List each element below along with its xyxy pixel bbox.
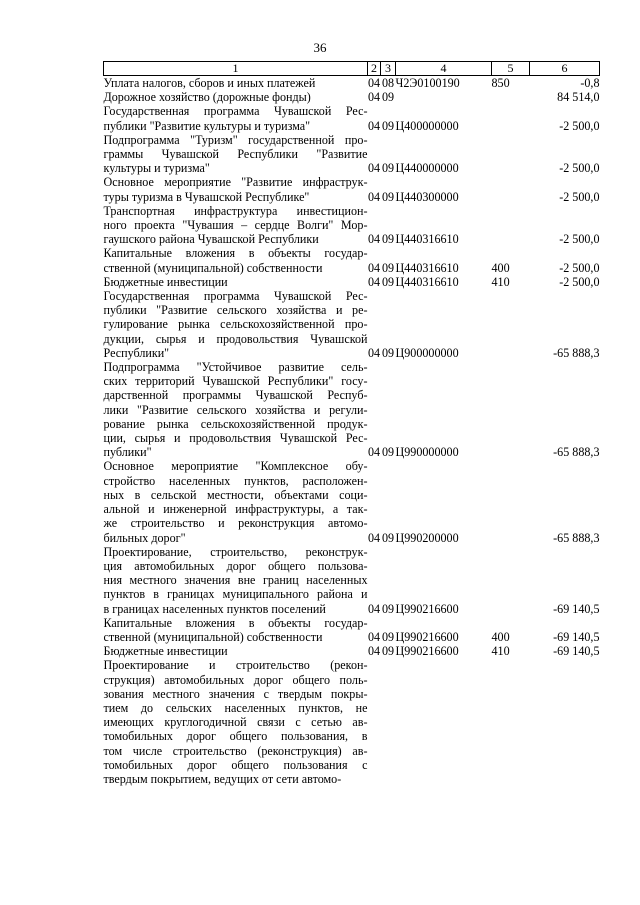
row-name (104, 658, 368, 786)
row-name-line: томобильных дорог общего пользования, в (103, 729, 368, 744)
table-row (104, 616, 600, 644)
row-name-line: ственной (муниципальной) собственности (103, 629, 323, 644)
table-header-row (104, 62, 600, 76)
row-name-line: Проектирование и строительство (рекон- (103, 658, 368, 673)
table-row (104, 644, 600, 658)
section-code: 04 (367, 76, 381, 90)
amount: -65 888,3 (553, 345, 600, 360)
amount: -2 500,0 (559, 232, 600, 247)
header-col-5: 5 (492, 62, 530, 76)
row-name (104, 545, 368, 616)
row-name-line: бильных дорог" (103, 530, 186, 545)
row-name-line: ция автомобильных дорог общего пользова- (103, 558, 368, 573)
subsection-code: 09 (381, 232, 395, 247)
expense-type (492, 204, 530, 247)
expense-type (492, 360, 530, 459)
section-code: 04 (367, 644, 381, 659)
table-row (104, 658, 600, 786)
row-name-line: туры туризма в Чувашской Республике" (103, 189, 310, 204)
row-name-line: гаушского района Чувашской Республики (103, 232, 319, 247)
header-col-4: 4 (396, 62, 492, 76)
row-name-line: Бюджетные инвестиции (103, 274, 228, 289)
row-name-line: дарственной программы Чувашской Респуб- (103, 388, 368, 403)
row-name-line: ния местного значения вне границ населенных (103, 573, 368, 588)
expense-type (492, 90, 530, 104)
expense-type (492, 175, 530, 203)
section-code: 04 (367, 232, 381, 247)
row-name-line: ственной (муниципальной) собственности (103, 260, 323, 275)
row-name (104, 104, 368, 132)
row-name-line: Проектирование, строительство, реконструк- (103, 544, 368, 559)
target-article: Ц440316610 (395, 260, 459, 275)
subsection-code: 09 (381, 161, 395, 176)
section-code: 04 (367, 189, 381, 204)
subsection-code: 09 (381, 601, 395, 616)
section-code: 04 (367, 90, 381, 105)
row-name (104, 175, 368, 203)
row-name (104, 644, 368, 658)
subsection-code: 09 (381, 118, 395, 133)
expense-type (492, 133, 530, 176)
row-name-line: же строительство и реконструкция автомо- (103, 516, 368, 531)
expense-type: 400 (491, 629, 510, 644)
subsection-code: 09 (381, 189, 395, 204)
row-name-line: томобильных дорог общего пользования с (103, 757, 368, 772)
amount: -69 140,5 (553, 601, 600, 616)
row-name-line: дукции, сырья и продовольствия Чувашской (103, 331, 368, 346)
row-name-line: Уплата налогов, сборов и иных платежей (103, 76, 316, 90)
subsection-code: 09 (381, 629, 395, 644)
section-code: 04 (367, 530, 381, 545)
row-name-line: тием до сельских населенных пунктов, не (103, 700, 368, 715)
row-name-line: Капитальные вложения в объекты государ- (103, 615, 368, 630)
amount: -69 140,5 (553, 644, 600, 659)
target-article: Ц900000000 (395, 345, 459, 360)
row-name (104, 275, 368, 289)
target-article (396, 90, 492, 104)
row-name-line: ских территорий Чувашской Республики" госу- (103, 374, 368, 389)
row-name-line: Основное мероприятие "Развитие инфраструк- (103, 175, 368, 190)
row-name-line: Дорожное хозяйство (дорожные фонды) (103, 90, 311, 105)
row-name-line: публики" (103, 445, 152, 460)
row-name (104, 204, 368, 247)
expense-type: 410 (491, 644, 510, 659)
row-name-line: Республики" (103, 345, 170, 360)
page-number: 36 (313, 40, 327, 55)
amount: 84 514,0 (557, 90, 600, 105)
target-article: Ц440316610 (395, 232, 459, 247)
subsection-code: 09 (381, 345, 395, 360)
amount: -65 888,3 (553, 445, 600, 460)
subsection-code: 08 (381, 76, 395, 90)
expense-type: 400 (491, 260, 510, 275)
section-code: 04 (367, 629, 381, 644)
header-col-1: 1 (104, 62, 368, 76)
table-row (104, 90, 600, 104)
row-name-line: гулирование рынка сельскохозяйственной про- (103, 317, 368, 332)
subsection-code: 09 (381, 90, 395, 105)
section-code: 04 (367, 260, 381, 275)
row-name (104, 289, 368, 360)
section-code: 04 (367, 445, 381, 460)
expense-type (492, 459, 530, 544)
amount: -65 888,3 (553, 530, 600, 545)
amount (530, 658, 600, 786)
section-code (368, 658, 381, 786)
subsection-code: 09 (381, 530, 395, 545)
row-name (104, 459, 368, 544)
target-article: Ц400000000 (395, 118, 459, 133)
subsection-code: 09 (381, 274, 395, 289)
row-name-line: публики "Развитие культуры и туризма" (103, 118, 311, 133)
row-name-line: Государственная программа Чувашской Рес- (103, 104, 368, 119)
target-article: Ч2Э0100190 (395, 76, 460, 90)
table-row (104, 76, 600, 91)
row-name-line: Основное мероприятие "Комплексное обу- (103, 459, 368, 474)
row-name-line: Капитальные вложения в объекты государ- (103, 246, 368, 261)
row-name (104, 246, 368, 274)
amount: -2 500,0 (559, 118, 600, 133)
target-article: Ц440000000 (395, 161, 459, 176)
target-article: Ц990216600 (395, 601, 459, 616)
expense-type (492, 289, 530, 360)
target-article (396, 658, 492, 786)
table-row (104, 246, 600, 274)
row-name-line: твердым покрытием, ведущих от сети автомо- (103, 771, 342, 786)
expense-type (492, 545, 530, 616)
table-row (104, 360, 600, 459)
table-row (104, 289, 600, 360)
row-name-line: том числе строительство (реконструкция) ав- (103, 743, 368, 758)
section-code: 04 (367, 118, 381, 133)
table-row (104, 175, 600, 203)
amount: -0,8 (580, 76, 600, 90)
header-col-6: 6 (530, 62, 600, 76)
row-name-line: ных в сельской местности, объектами соци- (103, 487, 368, 502)
table-row (104, 204, 600, 247)
section-code: 04 (367, 601, 381, 616)
table-row (104, 275, 600, 289)
table-body (104, 76, 600, 787)
target-article: Ц440316610 (395, 274, 459, 289)
header-col-2: 2 (368, 62, 381, 76)
header-col-3: 3 (381, 62, 396, 76)
budget-table (103, 61, 600, 786)
row-name-line: Государственная программа Чувашской Рес- (103, 289, 368, 304)
row-name-line: Транспортная инфраструктура инвестицион- (103, 203, 368, 218)
row-name-line: публики "Развитие сельского хозяйства и ре- (103, 303, 368, 318)
target-article: Ц990200000 (395, 530, 459, 545)
row-name (104, 360, 368, 459)
row-name-line: культуры и туризма" (103, 161, 210, 176)
row-name-line: струкция) автомобильных дорог общего поль- (103, 672, 368, 687)
row-name-line: граммы Чувашской Республики "Развитие (103, 147, 368, 162)
target-article: Ц440300000 (395, 189, 459, 204)
row-name (104, 133, 368, 176)
row-name-line: стройство населенных пунктов, расположен- (103, 473, 368, 488)
row-name-line: Подпрограмма "Устойчивое развитие сель- (103, 360, 368, 375)
row-name-line: пунктов в границах муниципального района и (103, 587, 368, 602)
subsection-code: 09 (381, 445, 395, 460)
table-row (104, 133, 600, 176)
row-name (104, 90, 368, 104)
row-name-line: альной и инженерной инфраструктуры, а так- (103, 502, 368, 517)
expense-type (492, 658, 530, 786)
row-name-line: зования местного значения с твердым покры- (103, 686, 368, 701)
target-article: Ц990216600 (395, 629, 459, 644)
expense-type (492, 104, 530, 132)
row-name-line: ции, сырья и продовольствия Чувашской Рес- (103, 431, 368, 446)
row-name-line: Бюджетные инвестиции (103, 644, 228, 659)
row-name-line: в границах населенных пунктов поселений (103, 601, 326, 616)
row-name-line: имеющих круглогодичной связи с сетью ав- (103, 715, 368, 730)
target-article: Ц990000000 (395, 445, 459, 460)
subsection-code (381, 658, 396, 786)
amount: -2 500,0 (559, 260, 600, 275)
amount: -2 500,0 (559, 161, 600, 176)
row-name-line: Подпрограмма "Туризм" государственной про- (103, 132, 368, 147)
table-row (104, 104, 600, 132)
subsection-code: 09 (381, 260, 395, 275)
row-name-line: ного проекта "Чувашия – сердце Волги" Мор- (103, 218, 368, 233)
section-code: 04 (367, 161, 381, 176)
amount: -2 500,0 (559, 274, 600, 289)
amount: -69 140,5 (553, 629, 600, 644)
section-code: 04 (367, 274, 381, 289)
subsection-code: 09 (381, 644, 395, 659)
target-article: Ц990216600 (395, 644, 459, 659)
section-code: 04 (367, 345, 381, 360)
table-row (104, 545, 600, 616)
row-name-line: рование рынка сельскохозяйственной продук- (103, 416, 368, 431)
amount: -2 500,0 (559, 189, 600, 204)
row-name-line: лики "Развитие сельского хозяйства и регули- (103, 402, 368, 417)
expense-type: 410 (491, 274, 510, 289)
row-name (104, 616, 368, 644)
expense-type: 850 (491, 76, 510, 90)
table-row (104, 459, 600, 544)
row-name (104, 76, 368, 91)
